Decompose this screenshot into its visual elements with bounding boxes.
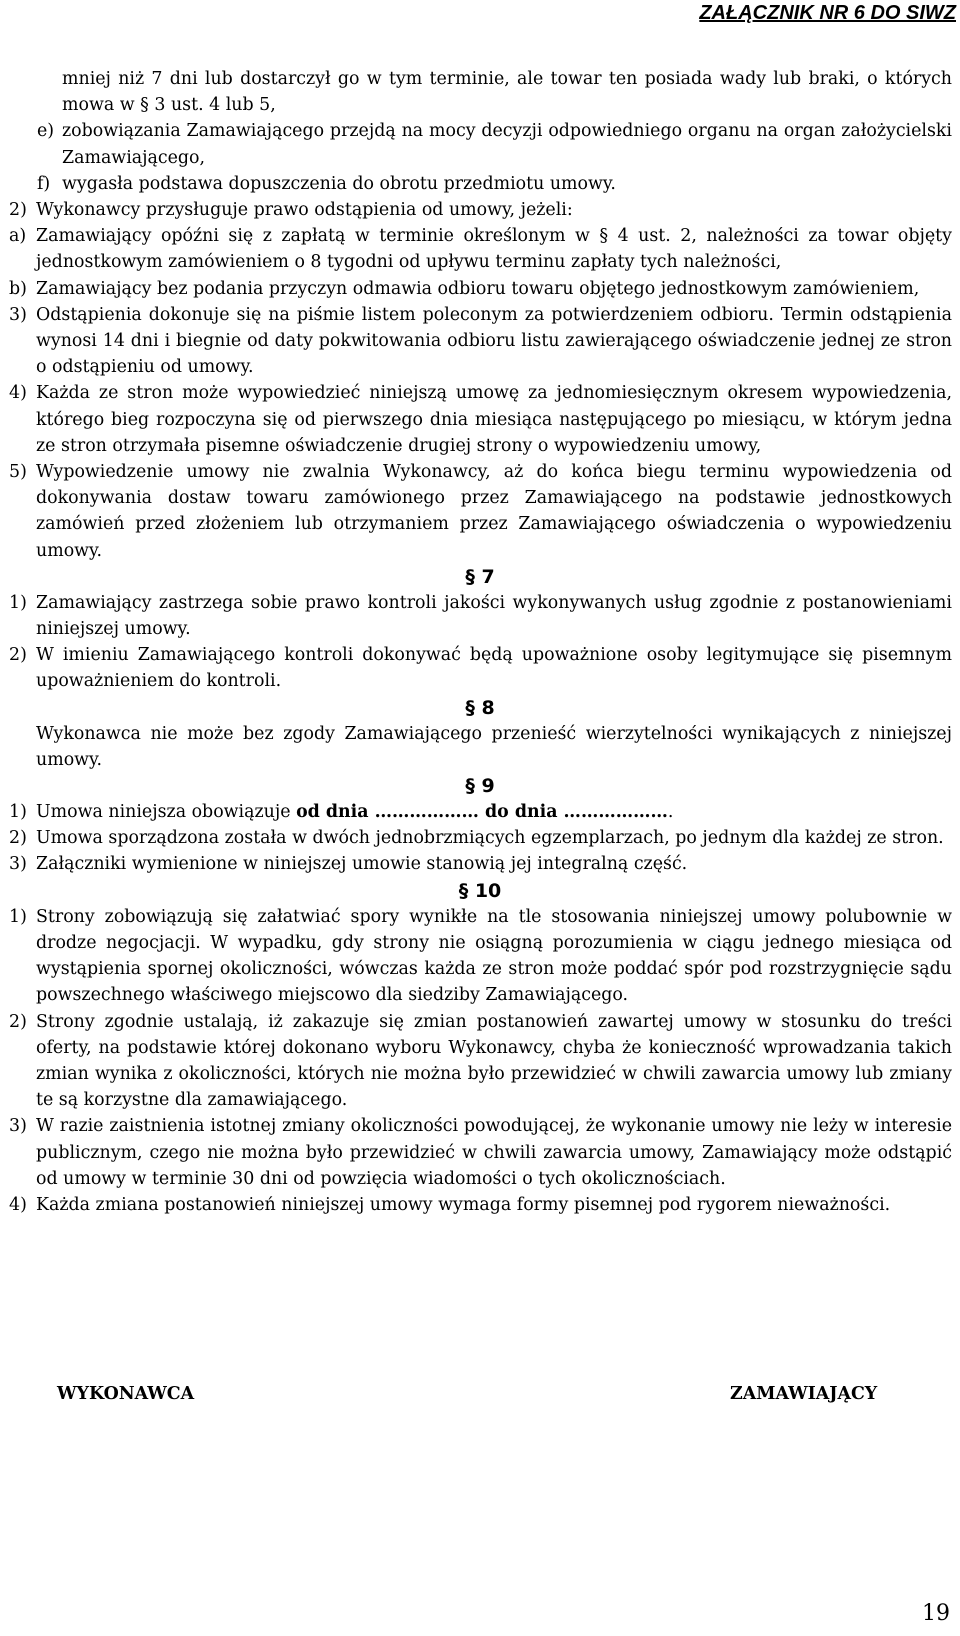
list-item: 4) Każda zmiana postanowień niniejszej umowy wymaga formy pisemnej pod rygorem nieważności. xyxy=(9,1194,891,1215)
section-heading: § 9 xyxy=(465,775,495,798)
list-item: 5) Wypowiedzenie umowy nie zwalnia Wykonawcy, aż do końca biegu terminu wypowiedzenia od dokonywania dostaw towaru zamówionego przez Zamawiającego na podstawie jednostkowych zamówień przed złożeniem lub otrzymaniem przez Zamawiającego oświadczenia o wypowiedzeniu umowy. xyxy=(9,462,952,561)
list-item: e) zobowiązania Zamawiającego przejdą na mocy decyzji odpowiedniego organu na organ założycielski Zamawiającego, xyxy=(37,121,952,168)
list-item: 1) Umowa niniejsza obowiązuje od dnia ……………… do dnia ………………. xyxy=(9,802,674,823)
paragraph: mniej niż 7 dni lub dostarczył go w tym terminie, ale towar ten posiada wady lub braki, o których mowa w § 3 ust. 4 lub 5, xyxy=(62,69,952,116)
document-header: ZAŁĄCZNIK NR 6 DO SIWZ xyxy=(699,2,956,24)
list-item: b) Zamawiający bez podania przyczyn odmawia odbioru towaru objętego jednostkowym zamówieniem, xyxy=(9,278,920,299)
list-item: f) wygasła podstawa dopuszczenia do obrotu przedmiotu umowy. xyxy=(37,173,616,194)
list-item: 1) Zamawiający zastrzega sobie prawo kontroli jakości wykonywanych usług zgodnie z postanowieniami niniejszej umowy. xyxy=(9,592,952,640)
section-heading: § 7 xyxy=(465,565,495,588)
signature-client: ZAMAWIAJĄCY xyxy=(730,1384,878,1404)
document-body xyxy=(0,66,960,1218)
list-item: 4) Każda ze stron może wypowiedzieć niniejszą umowę za jednomiesięcznym okresem wypowiedzenia, którego bieg rozpoczyna się od pierwszego dnia miesiąca następującego po miesiącu, w którym jedna ze stron otrzymała pisemne oświadczenie drugiej strony o wypowiedzeniu umowy, xyxy=(9,383,952,456)
signature-contractor: WYKONAWCA xyxy=(57,1384,195,1404)
list-item: 2) Strony zgodnie ustalają, iż zakazuje się zmian postanowień zawartej umowy w stosunku do treści oferty, na podstawie której dokonano wyboru Wykonawcy, chyba że konieczność wprowadzania takich zmian wynika z okoliczności, których nie można było przewidzieć w chwili zawarcia umowy lub zmiany te są korzystne dla zamawiającego. xyxy=(9,1011,952,1111)
page-number: 19 xyxy=(922,1601,950,1626)
list-item: 3) Odstąpienia dokonuje się na piśmie listem poleconym za potwierdzeniem odbioru. Termin odstąpienia wynosi 14 dni i biegnie od daty pokwitowania odbioru listu zawierającego oświadczenie jednej ze stron o odstąpieniu od umowy. xyxy=(9,304,952,378)
list-item: 2) Wykonawcy przysługuje prawo odstąpienia od umowy, jeżeli: xyxy=(9,200,573,221)
list-item: 2) Umowa sporządzona została w dwóch jednobrzmiących egzemplarzach, po jednym dla każdej ze stron. xyxy=(9,828,944,849)
section-heading: § 10 xyxy=(458,879,502,902)
section-heading: § 8 xyxy=(465,696,495,719)
paragraph: Wykonawca nie może bez zgody Zamawiającego przenieść wierzytelności wynikających z niniejszej umowy. xyxy=(36,723,952,770)
list-item: a) Zamawiający opóźni się z zapłatą w terminie określonym w § 4 ust. 2, należności za towar objęty jednostkowym zamówieniem o 8 tygodni od upływu terminu zapłaty tych należności, xyxy=(9,226,952,273)
list-item: 1) Strony zobowiązują się załatwiać spory wynikłe na tle stosowania niniejszej umowy polubownie w drodze negocjacji. W wypadku, gdy strony nie osiągną porozumienia w ciągu jednego miesiąca od wystąpienia spornej okoliczności, wówczas każda ze stron może poddać spór pod rozstrzygnięcie sądu powszechnego właściwego miejscowo dla siedziby Zamawiającego. xyxy=(9,906,952,1006)
list-item: 3) W razie zaistnienia istotnej zmiany okoliczności powodującej, że wykonanie umowy nie leży w interesie publicznym, czego nie można było przewidzieć w chwili zawarcia umowy, Zamawiający może odstąpić od umowy w terminie 30 dni od powzięcia wiadomości o tych okolicznościach. xyxy=(9,1116,952,1189)
list-item: 3) Załączniki wymienione w niniejszej umowie stanowią jej integralną część. xyxy=(9,854,688,875)
list-item: 2) W imieniu Zamawiającego kontroli dokonywać będą upoważnione osoby legitymujące się pisemnym upoważnieniem do kontroli. xyxy=(9,645,952,692)
